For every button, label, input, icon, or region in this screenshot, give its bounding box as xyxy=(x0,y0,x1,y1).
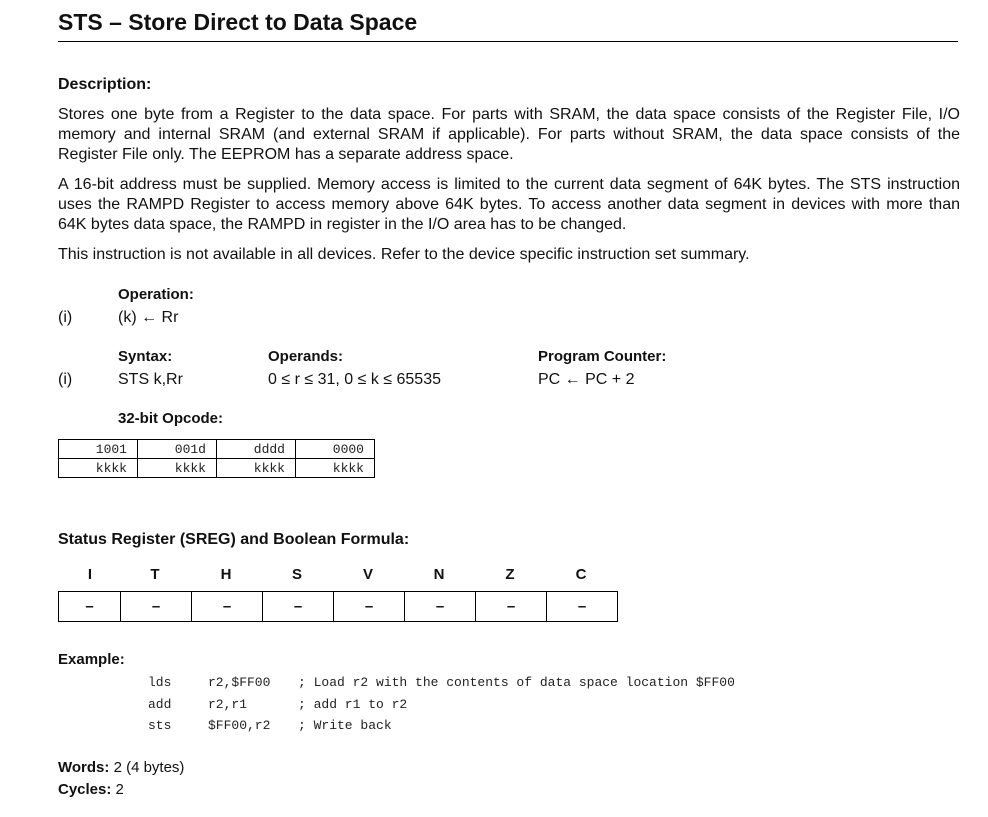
words-label: Words: xyxy=(58,759,110,776)
description-paragraph-3: This instruction is not available in all devices. Refer to the device specific instruction set summary. xyxy=(58,246,750,263)
description-paragraph-2: A 16-bit address must be supplied. Memory access is limited to the current data segment of 64K bytes. The STS instruction uses the RAMPD Register to access memory above 64K bytes. To access another data segment in devices with more than 64K bytes data space, the RAMPD in register in the I/O area has to be changed. xyxy=(58,176,960,233)
operation-heading: Operation: xyxy=(118,286,194,303)
sreg-value-c: – xyxy=(547,592,618,622)
cycles-line xyxy=(58,781,124,798)
sreg-value-z: – xyxy=(476,592,547,622)
example-operands: r2,$FF00 xyxy=(208,675,271,690)
sreg-flag-t: T xyxy=(150,566,160,583)
sreg-flag-c: C xyxy=(575,566,587,583)
program-counter-heading: Program Counter: xyxy=(538,348,667,365)
sreg-flag-s: S xyxy=(291,566,302,583)
syntax-index: (i) xyxy=(58,371,73,388)
syntax-heading: Syntax: xyxy=(118,348,173,365)
sreg-value-t: – xyxy=(121,592,192,622)
opcode-cell: 0000 xyxy=(296,440,375,459)
operation-index: (i) xyxy=(58,309,73,326)
sreg-value-n: – xyxy=(405,592,476,622)
sreg-flag-v: V xyxy=(362,566,373,583)
sreg-value-v: – xyxy=(334,592,405,622)
example-comment: ; Write back xyxy=(298,718,392,733)
opcode-cell: kkkk xyxy=(59,459,138,478)
description-paragraph-1: Stores one byte from a Register to the data space. For parts with SRAM, the data space consists of the Register File, I/O memory and internal SRAM (and external SRAM if applicable). For parts without SRAM, the data space consists of the Register File only. The EEPROM has a separate address space. xyxy=(58,106,960,163)
opcode-cell: kkkk xyxy=(138,459,217,478)
opcode-cell: 001d xyxy=(138,440,217,459)
words-value: 2 (4 bytes) xyxy=(113,759,185,776)
opcode-cell: 1001 xyxy=(59,440,138,459)
example-comment: ; Load r2 with the contents of data space location $FF00 xyxy=(298,675,735,690)
opcode-row xyxy=(59,440,375,459)
example-heading: Example: xyxy=(58,651,125,668)
sreg-flag-h: H xyxy=(220,566,232,583)
sreg-value-i: – xyxy=(59,592,121,622)
opcode-table xyxy=(58,439,375,478)
description-heading: Description: xyxy=(58,76,152,93)
example-mnemonic: add xyxy=(148,697,172,712)
operands-heading: Operands: xyxy=(268,348,344,365)
operands-value: 0 ≤ r ≤ 31, 0 ≤ k ≤ 65535 xyxy=(268,371,441,388)
sreg-flag-n: N xyxy=(433,566,445,583)
sreg-table xyxy=(58,591,618,622)
opcode-heading: 32-bit Opcode: xyxy=(118,410,224,427)
page-title: STS – Store Direct to Data Space xyxy=(58,9,418,35)
example-mnemonic: sts xyxy=(148,718,172,733)
opcode-row xyxy=(59,459,375,478)
example-operands: r2,r1 xyxy=(208,697,248,712)
cycles-value: 2 xyxy=(115,781,124,798)
opcode-cell: dddd xyxy=(217,440,296,459)
opcode-cell: kkkk xyxy=(217,459,296,478)
opcode-cell: kkkk xyxy=(296,459,375,478)
sreg-flag-i: I xyxy=(87,566,93,583)
cycles-label: Cycles: xyxy=(58,781,112,798)
words-line xyxy=(58,759,184,776)
example-mnemonic: lds xyxy=(148,675,172,690)
example-operands: $FF00,r2 xyxy=(208,718,271,733)
sreg-value-s: – xyxy=(263,592,334,622)
sreg-flag-z: Z xyxy=(505,566,515,583)
example-comment: ; add r1 to r2 xyxy=(298,697,408,712)
title-divider xyxy=(58,41,958,42)
sreg-value-h: – xyxy=(192,592,263,622)
sreg-row xyxy=(59,592,618,622)
syntax-value: STS k,Rr xyxy=(118,371,183,388)
sreg-heading: Status Register (SREG) and Boolean Formula: xyxy=(58,531,410,548)
operation-formula: (k) ← Rr xyxy=(118,309,179,326)
program-counter-value: PC ← PC + 2 xyxy=(538,371,635,388)
